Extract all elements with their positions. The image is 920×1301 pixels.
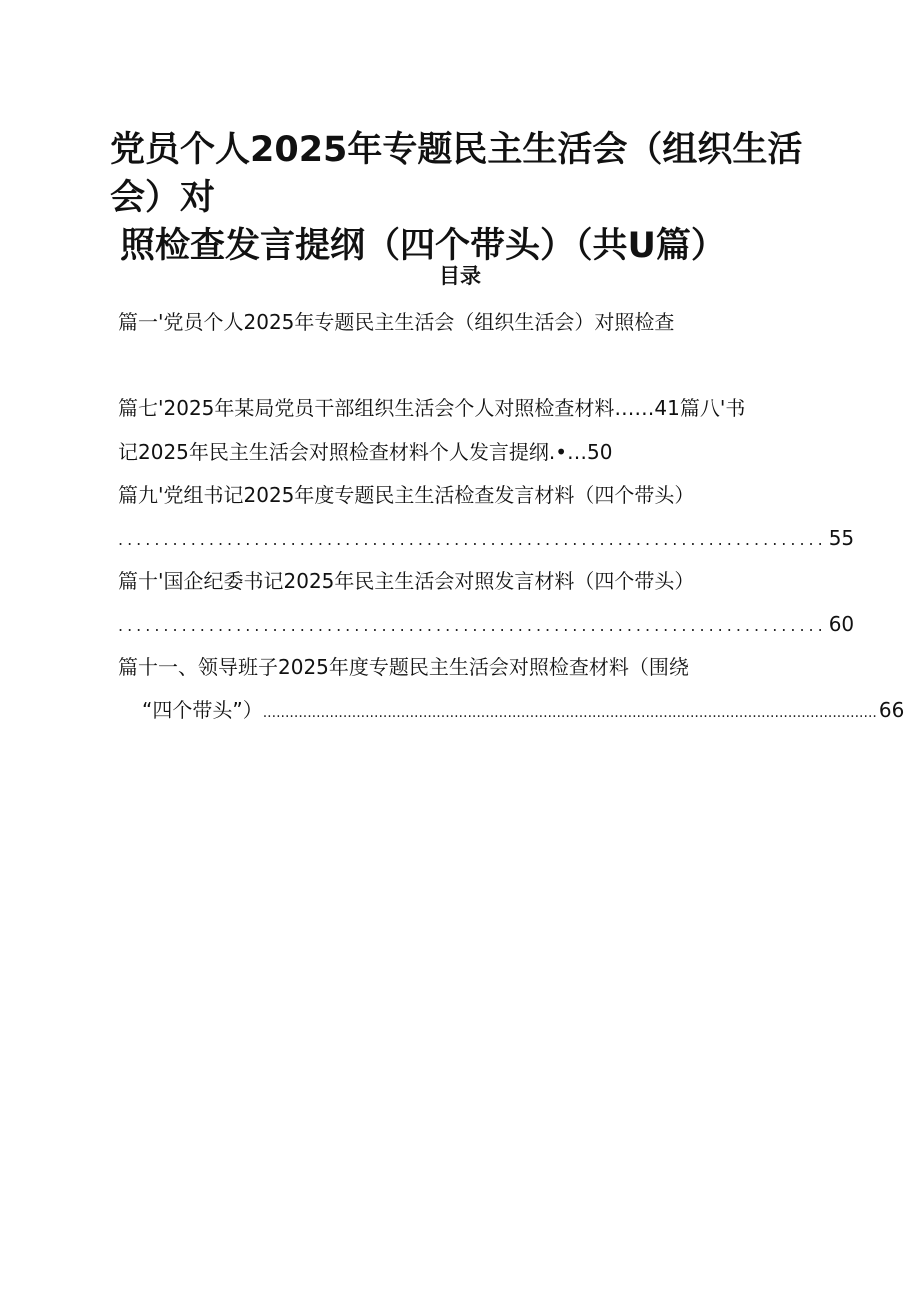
toc-entry-9[interactable]: 篇九'党组书记2025年度专题民主生活检查发言材料（四个带头） xyxy=(118,483,695,507)
document-title xyxy=(110,126,840,270)
toc-entry-11-leader[interactable] xyxy=(118,696,905,727)
toc-entry-7[interactable]: 篇七'2025年某局党员干部组织生活会个人对照检查材料……41篇八'书 xyxy=(118,396,746,420)
toc-entry-10-leader[interactable] xyxy=(118,610,855,640)
toc-entry-9-leader[interactable] xyxy=(118,524,855,554)
page-number: 55 xyxy=(828,526,855,550)
dot-leader: .......................................................................................................................................... xyxy=(262,705,877,721)
page-number: 66 xyxy=(878,698,905,722)
title-line-2: 照检查发言提纲（四个带头）（共U篇） xyxy=(120,226,726,266)
toc-entry-11-tail: “四个带头”） xyxy=(142,698,263,722)
toc-entry-11[interactable]: 篇十一、领导班子2025年度专题民主生活会对照检查材料（围绕 xyxy=(118,655,689,679)
title-line-1: 党员个人2025年专题民主生活会（组织生活会）对 xyxy=(110,130,803,218)
toc-entry-8-continued[interactable]: 记2025年民主生活会对照检查材料个人发言提纲.•…50 xyxy=(118,440,613,464)
dot-leader: .............................................................................. xyxy=(118,616,827,635)
dot-leader: .............................................................................. xyxy=(118,530,827,549)
page-number: 60 xyxy=(828,612,855,636)
toc-heading: 目录 xyxy=(439,264,481,288)
toc-entry-10[interactable]: 篇十'国企纪委书记2025年民主生活会对照发言材料（四个带头） xyxy=(118,569,695,593)
toc-entry-1[interactable]: 篇一'党员个人2025年专题民主生活会（组织生活会）对照检查 xyxy=(118,310,675,334)
